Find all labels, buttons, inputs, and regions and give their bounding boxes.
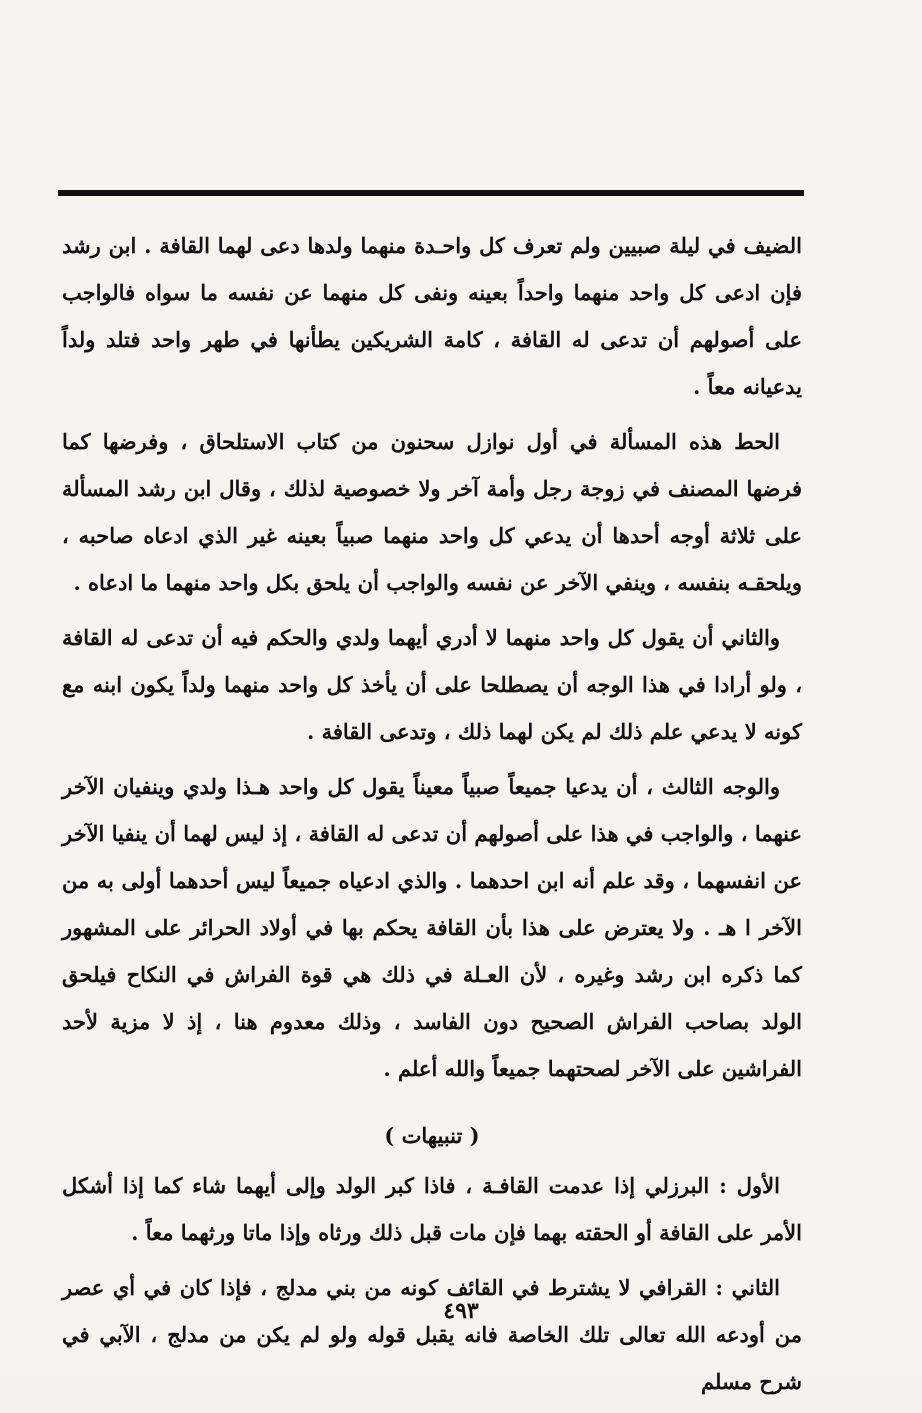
section-heading: ( تنبيهات ) <box>384 1123 480 1148</box>
note-2: الثاني : القرافي لا يشترط في القائف كونه من بني مدلج ، فإذا كان في أي عصر من أودعه الله تعالى تلك الخاصة فانه يقبل قوله ولو لم يكن من مدلج ، الآبي في شرح مسلم <box>62 1275 802 1394</box>
page-number: ٤٩٣ <box>443 1298 479 1324</box>
note-1: الأول : البرزلي إذا عدمت القافـة ، فاذا كبر الولد وإلى أيهما شاء كما إذا أشكل الأمر على القافة أو الحقته بهما فإن مات قبل ذلك ورثاه وإذا ماتا ورثهما معاً . <box>62 1173 802 1245</box>
paragraph-4: والوجه الثالث ، أن يدعيا جميعاً صبياً معيناً يقول كل واحد هـذا ولدي وينفيان الآخر عنهما ، والواجب في هذا على أصولهم أن تدعى له القافة ، إذ ليس لهما أن ينفيا الآخر عن انفسهما ، وقد علم أنه ابن احدهما . والذي ادعياه جميعاً ليس أحدهما أولى به من الآخر ا هـ . ولا يعترض على هذا بأن القافة يحكم بها في أولاد الحرائر على المشهور كما ذكره ابن رشد وغيره ، لأن العـلة في ذلك هي قوة الفراش في النكاح فيلحق الولد بصاحب الفراش الصحيح دون الفاسد ، وذلك معدوم هنا ، إذ لا مزية لأحد الفراشين على الآخر لصحتهما جميعاً والله أعلم . <box>62 774 802 1081</box>
paragraph-2: الحط هذه المسألة في أول نوازل سحنون من كتاب الاستلحاق ، وفرضها كما فرضها المصنف في زوجة رجل وأمة آخر ولا خصوصية لذلك ، وقال ابن رشد المسألة على ثلاثة أوجه أحدها أن يدعي كل واحد منهما صبياً بعينه غير الذي ادعاه صاحبه ، ويلحقـه بنفسه ، وينفي الآخر عن نفسه والواجب أن يلحق بكل واحد منهما ما ادعاه . <box>62 429 802 595</box>
page-body <box>62 222 802 1413</box>
header-rule <box>58 190 804 196</box>
paragraph-3: والثاني أن يقول كل واحد منهما لا أدري أيهما ولدي والحكم فيه أن تدعى له القافة ، ولو أرادا في هذا الوجه أن يصطلحا على أن يأخذ كل واحد منهما ولداً يكون ابنه مع كونه لا يدعي علم ذلك لم يكن لهما ذلك ، وتدعى القافة . <box>62 625 802 744</box>
paragraph-1: الضيف في ليلة صبيين ولم تعرف كل واحـدة منهما ولدها دعى لهما القافة . ابن رشد فإن ادعى كل واحد منهما واحداً بعينه ونفى كل منهما عن نفسه ما سواه فالواجب على أصولهم أن تدعى له القافة ، كامة الشريكين يطأنها في طهر واحد فتلد ولداً يدعيانه معاً . <box>62 233 802 399</box>
